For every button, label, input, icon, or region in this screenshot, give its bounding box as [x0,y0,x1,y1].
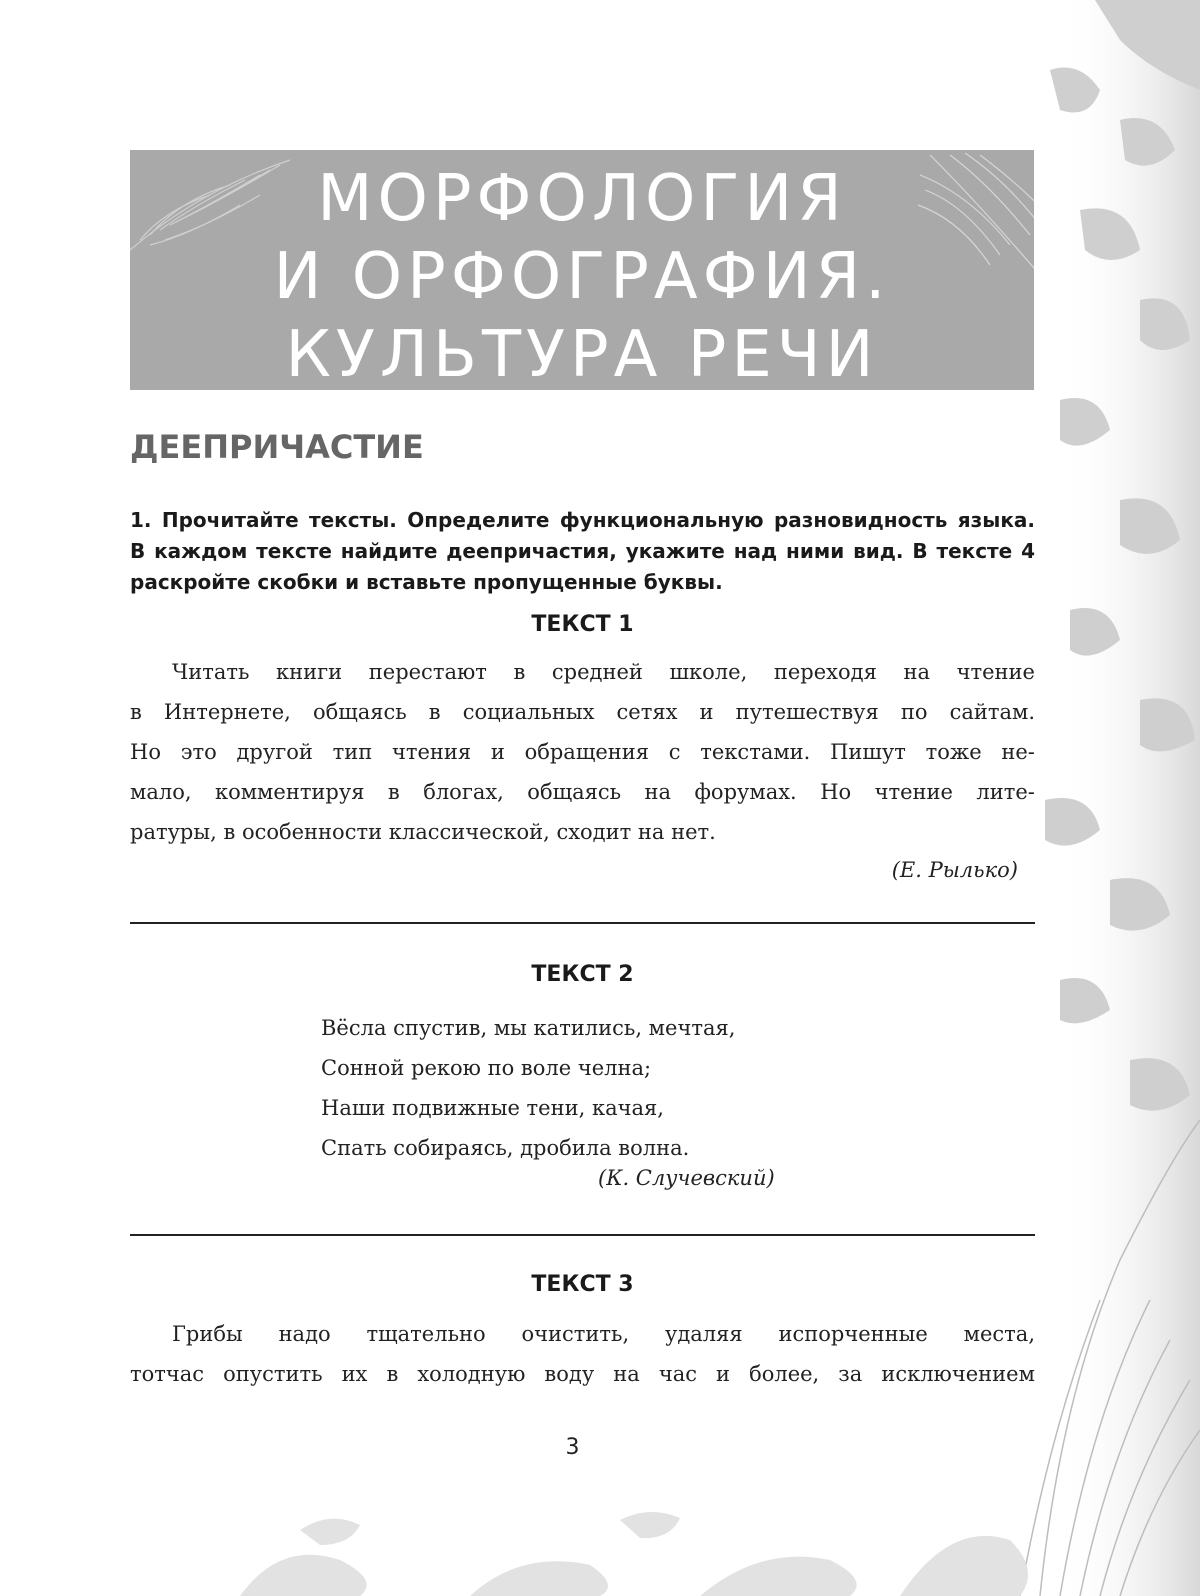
task-instruction: 1. Прочитайте тексты. Определите функциональную разновидность языка. В каждом тексте найдите деепричастия, укажите над ними вид. В тексте 4 раскройте скобки и вставьте пропущенные буквы. [130,508,1035,594]
text-1-line: мало, комментируя в блогах, общаясь на форумах. Но чтение лите- [130,780,1035,804]
poem-line: Спать собираясь, дробила волна. [321,1136,690,1160]
poem-line: Наши подвижные тени, качая, [321,1096,664,1120]
poem-line: Вёсла спустив, мы катились, мечтая, [321,1016,736,1040]
text-1-line: Читать книги перестают в средней школе, переходя на чтение [172,660,1035,684]
text-1-line: в Интернете, общаясь в социальных сетях и путешествуя по сайтам. [130,700,1035,724]
text-3-title: ТЕКСТ 3 [531,1272,634,1297]
chapter-title-line-2: И ОРФОГРАФИЯ. [273,240,891,314]
text-2-poem [321,1008,735,1168]
chapter-title-line-1: МОРФОЛОГИЯ [317,162,847,236]
text-1-title: ТЕКСТ 1 [531,612,634,637]
poem-line: Сонной рекою по воле челна; [321,1056,652,1080]
text-3-body [130,1314,1035,1394]
section-heading: ДЕЕПРИЧАСТИЕ [130,428,424,466]
divider [130,922,1035,924]
chapter-title-line-3: КУЛЬТУРА РЕЧИ [285,318,879,390]
text-1-line: Но это другой тип чтения и обращения с текстами. Пишут тоже не- [130,740,1035,764]
divider [130,1234,1035,1236]
chapter-title [130,160,1034,390]
chapter-banner [130,150,1034,390]
text-1-line: ратуры, в особенности классической, сходит на нет. [130,820,716,844]
text-3-line: Грибы надо тщательно очистить, удаляя испорченные места, [172,1322,1035,1346]
text-1-body [130,652,1035,852]
text-2-author: (К. Случевский) [598,1166,775,1190]
text-2-title: ТЕКСТ 2 [531,962,634,987]
page-number: 3 [565,1435,580,1460]
text-3-line: тотчас опустить их в холодную воду на час и более, за исключением [130,1362,1035,1386]
text-1-author: (Е. Рылько) [891,858,1018,882]
